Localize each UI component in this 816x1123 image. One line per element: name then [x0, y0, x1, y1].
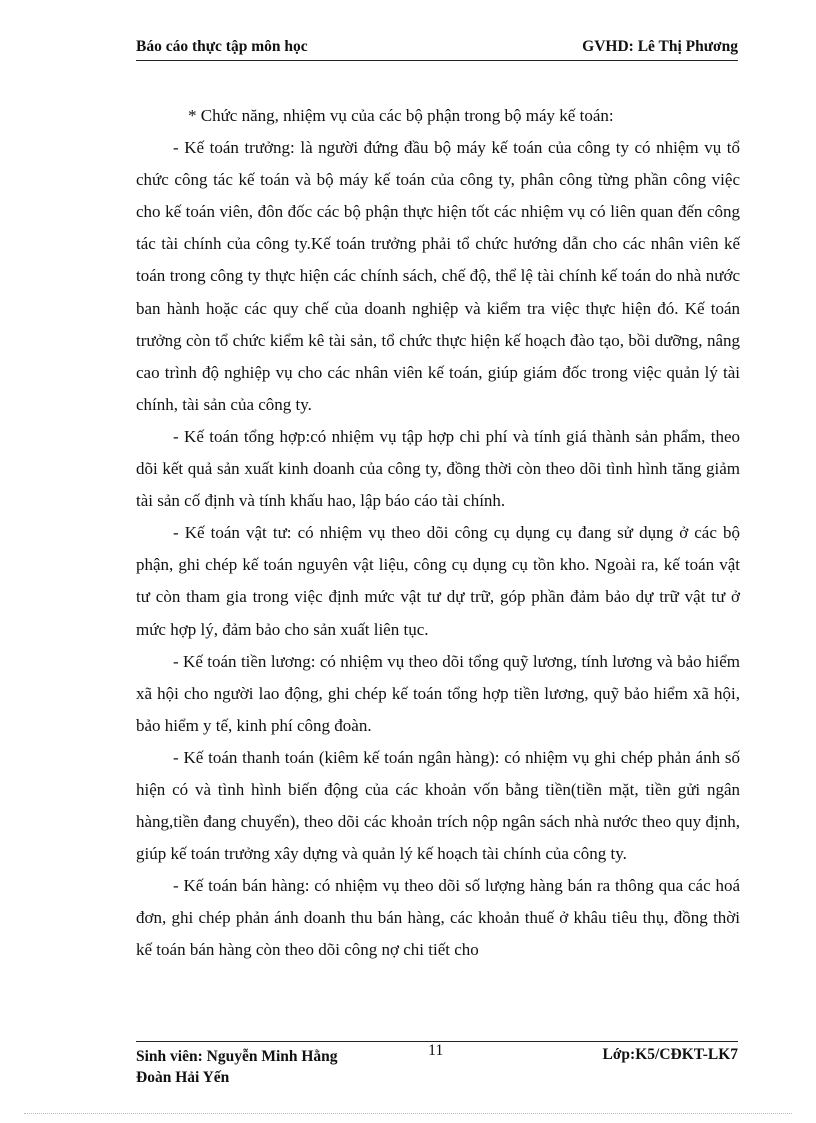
paragraph-payment-accountant: - Kế toán thanh toán (kiêm kế toán ngân hàng): có nhiệm vụ ghi chép phản ánh số hiện có và tình hình biến động của các khoản vốn bằng tiền(tiền mặt, tiền gửi ngân hàng,tiền đang chuyển), theo dõi các khoản trích nộp ngân sách nhà nước theo quy định, giúp kế toán trưởng xây dựng và quản lý kế hoạch tài chính của công ty. — [136, 747, 740, 864]
header-instructor: GVHD: Lê Thị Phương — [582, 38, 738, 55]
footer-student-line-2: Đoàn Hải Yến — [136, 1069, 230, 1086]
section-heading: * Chức năng, nhiệm vụ của các bộ phận trong bộ máy kế toán: — [188, 106, 614, 125]
paragraph-general-accountant: - Kế toán tổng hợp:có nhiệm vụ tập hợp chi phí và tính giá thành sản phẩm, theo dõi kết quả sản xuất kinh doanh của công ty, đồng thời còn theo dõi tình hình tăng giảm tài sản cố định và tính khấu hao, lập báo cáo tài chính. — [136, 426, 740, 511]
header-report-title: Báo cáo thực tập môn học — [136, 38, 308, 55]
page-header — [136, 38, 738, 61]
body-text — [136, 100, 740, 967]
page-bottom-dotted-border — [24, 1113, 792, 1114]
paragraph-chief-accountant: - Kế toán trưởng: là người đứng đầu bộ máy kế toán của công ty có nhiệm vụ tổ chức công tác kế toán và bộ máy kế toán của công ty, phân công từng phần công việc cho kế toán viên, đôn đốc các bộ phận thực hiện tốt các nhiệm vụ có liên quan đến công tác tài chính của công ty.Kế toán trưởng phải tổ chức hướng dẫn cho các nhân viên kế toán trong công ty thực hiện các chính sách, chế độ, thể lệ tài chính kế toán do nhà nước ban hành hoặc các quy chế của doanh nghiệp và kiểm tra việc thực hiện đó. Kế toán trưởng còn tổ chức kiểm kê tài sản, tổ chức thực hiện kế hoạch đào tạo, bồi dưỡng, nâng cao trình độ nghiệp vụ cho các nhân viên kế toán, giúp giám đốc trong việc quản lý tài chính, tài sản của công ty. — [136, 138, 740, 414]
paragraph-payroll-accountant: - Kế toán tiền lương: có nhiệm vụ theo dõi tổng quỹ lương, tính lương và bảo hiểm xã hội cho người lao động, ghi chép kế toán tổng hợp tiền lương, quỹ bảo hiểm xã hội, bảo hiểm y tế, kinh phí công đoàn. — [136, 651, 740, 735]
page-number: 11 — [428, 1042, 444, 1059]
footer-class: Lớp:K5/CĐKT-LK7 — [602, 1046, 738, 1063]
paragraph-sales-accountant: - Kế toán bán hàng: có nhiệm vụ theo dõi số lượng hàng bán ra thông qua các hoá đơn, ghi chép phản ánh doanh thu bán hàng, các khoản thuế ở khâu tiêu thụ, đồng thời kế toán bán hàng còn theo dõi công nợ chi tiết cho — [136, 876, 740, 960]
footer-student-line-1: Sinh viên: Nguyễn Minh Hằng — [136, 1048, 338, 1065]
paragraph-materials-accountant: - Kế toán vật tư: có nhiệm vụ theo dõi công cụ dụng cụ đang sử dụng ở các bộ phận, ghi chép kế toán nguyên vật liệu, công cụ dụng cụ tồn kho. Ngoài ra, kế toán vật tư còn tham gia trong việc định mức vật tư dự trữ, góp phần đảm bảo dự trữ vật tư ở mức hợp lý, đảm bảo cho sản xuất liên tục. — [136, 523, 740, 639]
footer-students — [136, 1046, 338, 1088]
